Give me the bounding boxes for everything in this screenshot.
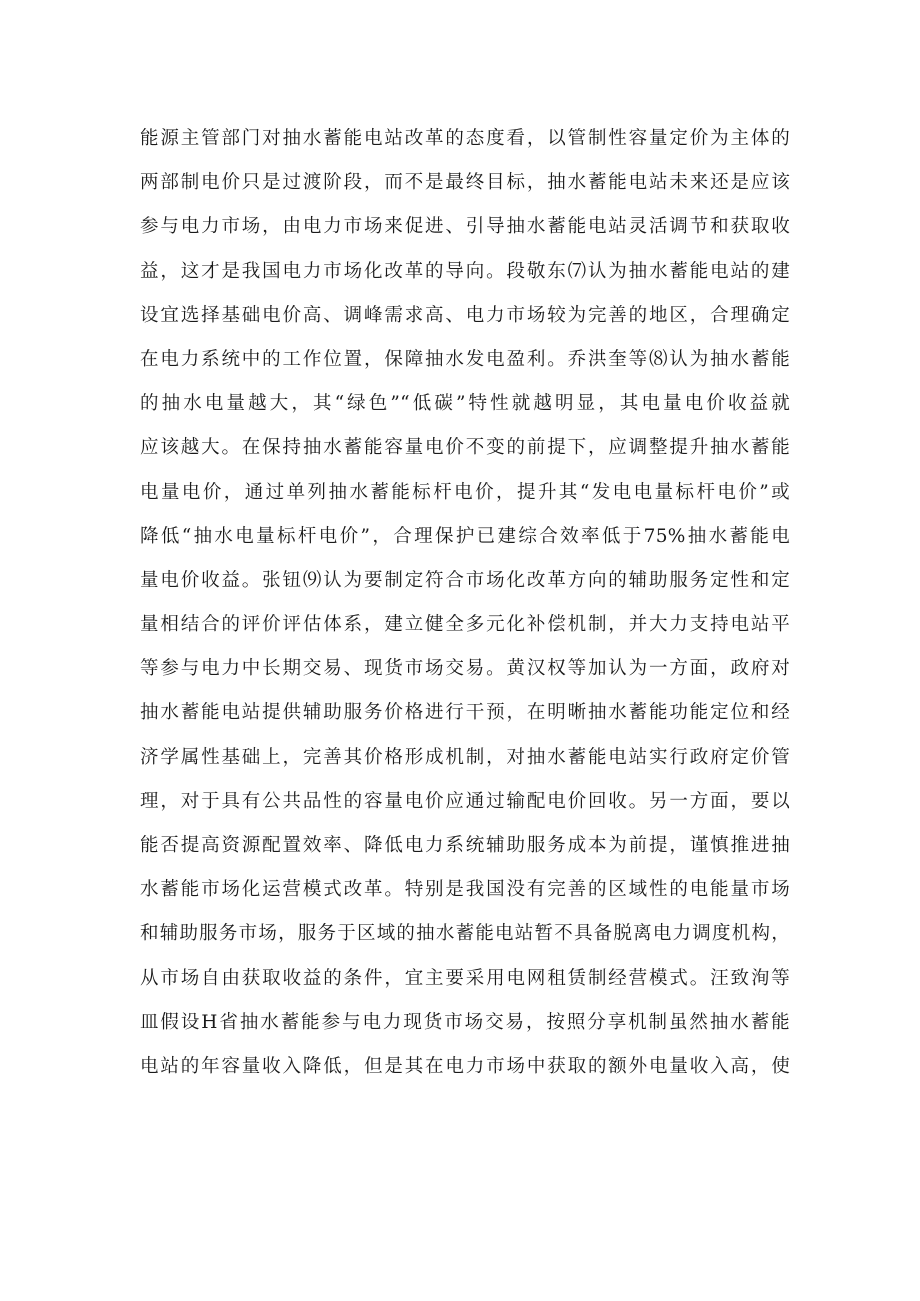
text-line: 在电力系统中的工作位置，保障抽水发电盈利。乔洪奎等⑻认为抽水蓄能: [140, 348, 790, 370]
text-line: 两部制电价只是过渡阶段，而不是最终目标，抽水蓄能电站未来还是应该: [140, 172, 790, 194]
text-line: 能否提高资源配置效率、降低电力系统辅助服务成本为前提，谨慎推进抽: [140, 835, 790, 856]
text-line: 参与电力市场，由电力市场来促进、引导抽水蓄能电站灵活调节和获取收: [140, 216, 790, 238]
text-line: 应该越大。在保持抽水蓄能容量电价不变的前提下，应调整提升抽水蓄能: [140, 437, 790, 459]
text-line: 从市场自由获取收益的条件，宜主要采用电网租赁制经营模式。汪致洵等: [140, 967, 790, 989]
text-line: 电量电价，通过单列抽水蓄能标杆电价，提升其“发电电量标杆电价”或: [140, 481, 790, 503]
text-line: 皿假设H省抽水蓄能参与电力现货市场交易，按照分享机制虽然抽水蓄能: [140, 1011, 790, 1033]
text-line: 降低“抽水电量标杆电价”，合理保护已建综合效率低于75%抽水蓄能电: [140, 525, 790, 547]
text-line: 量相结合的评价评估体系，建立健全多元化补偿机制，并大力支持电站平: [140, 614, 790, 636]
body-paragraph: [140, 117, 790, 1089]
text-line: 设宜选择基础电价高、调峰需求高、电力市场较为完善的地区，合理确定: [140, 304, 790, 326]
text-line: 益，这才是我国电力市场化改革的导向。段敬东⑺认为抽水蓄能电站的建: [140, 260, 790, 282]
text-line: 济学属性基础上，完善其价格形成机制，对抽水蓄能电站实行政府定价管: [140, 746, 790, 768]
text-line: 量电价收益。张钮⑼认为要制定符合市场化改革方向的辅助服务定性和定: [140, 569, 790, 591]
text-line: 的抽水电量越大，其“绿色”“低碳”特性就越明显，其电量电价收益就: [140, 393, 790, 415]
text-line: 抽水蓄能电站提供辅助服务价格进行干预，在明晰抽水蓄能功能定位和经: [140, 702, 790, 724]
text-line: 理，对于具有公共品性的容量电价应通过输配电价回收。另一方面，要以: [140, 790, 790, 812]
text-line: 等参与电力中长期交易、现货市场交易。黄汉权等加认为一方面，政府对: [140, 658, 790, 680]
text-line: 能源主管部门对抽水蓄能电站改革的态度看，以管制性容量定价为主体的: [140, 128, 790, 149]
text-line: 电站的年容量收入降低，但是其在电力市场中获取的额外电量收入高，使: [140, 1055, 790, 1077]
text-line: 和辅助服务市场，服务于区域的抽水蓄能电站暂不具备脱离电力调度机构，: [140, 923, 790, 945]
text-line: 水蓄能市场化运营模式改革。特别是我国没有完善的区域性的电能量市场: [140, 879, 790, 901]
